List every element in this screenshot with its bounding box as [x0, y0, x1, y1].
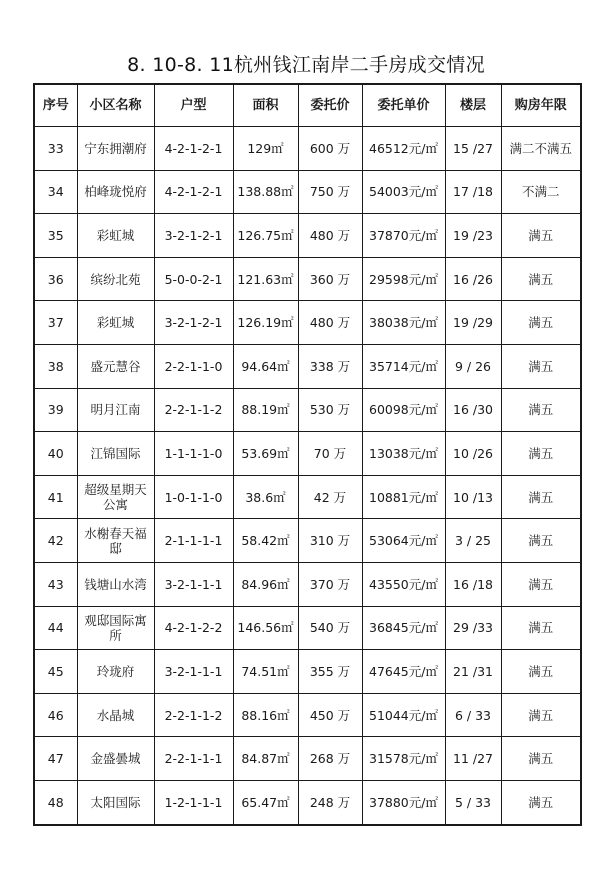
cell-ownership-years: 满五 [501, 737, 581, 781]
cell-area: 129㎡ [233, 127, 298, 171]
cell-area: 53.69㎡ [233, 432, 298, 476]
cell-unit-price: 43550元/㎡ [362, 562, 445, 606]
cell-layout: 2-1-1-1-1 [154, 519, 233, 563]
cell-price: 338 万 [298, 344, 362, 388]
cell-floor: 10 /13 [445, 475, 501, 519]
table-header-row [34, 84, 581, 127]
header-ownership-years: 购房年限 [501, 84, 581, 127]
cell-community: 彩虹城 [77, 214, 154, 258]
cell-index: 47 [34, 737, 77, 781]
cell-layout: 4-2-1-2-1 [154, 127, 233, 171]
cell-community: 明月江南 [77, 388, 154, 432]
cell-community: 缤纷北苑 [77, 257, 154, 301]
header-layout: 户型 [154, 84, 233, 127]
cell-area: 138.88㎡ [233, 170, 298, 214]
cell-area: 84.96㎡ [233, 562, 298, 606]
cell-layout: 4-2-1-2-2 [154, 606, 233, 650]
cell-community: 水晶城 [77, 693, 154, 737]
cell-layout: 2-2-1-1-2 [154, 693, 233, 737]
cell-ownership-years: 满五 [501, 301, 581, 345]
cell-floor: 29 /33 [445, 606, 501, 650]
table-row [34, 693, 581, 737]
cell-unit-price: 13038元/㎡ [362, 432, 445, 476]
cell-area: 65.47㎡ [233, 780, 298, 824]
cell-unit-price: 35714元/㎡ [362, 344, 445, 388]
cell-layout: 1-2-1-1-1 [154, 780, 233, 824]
cell-area: 88.16㎡ [233, 693, 298, 737]
cell-floor: 3 / 25 [445, 519, 501, 563]
cell-index: 39 [34, 388, 77, 432]
cell-community: 观邸国际寓所 [77, 606, 154, 650]
cell-price: 42 万 [298, 475, 362, 519]
cell-index: 46 [34, 693, 77, 737]
cell-ownership-years: 满五 [501, 475, 581, 519]
cell-area: 121.63㎡ [233, 257, 298, 301]
cell-index: 48 [34, 780, 77, 824]
cell-area: 146.56㎡ [233, 606, 298, 650]
cell-community: 玲珑府 [77, 650, 154, 694]
cell-floor: 5 / 33 [445, 780, 501, 824]
cell-ownership-years: 不满二 [501, 170, 581, 214]
cell-unit-price: 29598元/㎡ [362, 257, 445, 301]
cell-price: 355 万 [298, 650, 362, 694]
cell-price: 450 万 [298, 693, 362, 737]
header-unit-price: 委托单价 [362, 84, 445, 127]
cell-floor: 19 /23 [445, 214, 501, 258]
cell-floor: 17 /18 [445, 170, 501, 214]
cell-layout: 3-2-1-2-1 [154, 301, 233, 345]
table-row [34, 519, 581, 563]
table-row [34, 301, 581, 345]
cell-layout: 3-2-1-2-1 [154, 214, 233, 258]
cell-community: 水榭春天福邸 [77, 519, 154, 563]
cell-ownership-years: 满五 [501, 257, 581, 301]
cell-price: 310 万 [298, 519, 362, 563]
cell-price: 248 万 [298, 780, 362, 824]
cell-ownership-years: 满五 [501, 693, 581, 737]
cell-layout: 3-2-1-1-1 [154, 650, 233, 694]
cell-index: 37 [34, 301, 77, 345]
cell-area: 84.87㎡ [233, 737, 298, 781]
cell-index: 33 [34, 127, 77, 171]
cell-index: 36 [34, 257, 77, 301]
cell-layout: 1-0-1-1-0 [154, 475, 233, 519]
cell-unit-price: 10881元/㎡ [362, 475, 445, 519]
header-index: 序号 [34, 84, 77, 127]
cell-unit-price: 31578元/㎡ [362, 737, 445, 781]
table-row [34, 170, 581, 214]
cell-floor: 16 /26 [445, 257, 501, 301]
cell-ownership-years: 满五 [501, 606, 581, 650]
cell-ownership-years: 满五 [501, 432, 581, 476]
cell-unit-price: 46512元/㎡ [362, 127, 445, 171]
cell-layout: 1-1-1-1-0 [154, 432, 233, 476]
cell-layout: 2-2-1-1-0 [154, 344, 233, 388]
cell-ownership-years: 满五 [501, 344, 581, 388]
cell-area: 58.42㎡ [233, 519, 298, 563]
cell-area: 74.51㎡ [233, 650, 298, 694]
cell-price: 268 万 [298, 737, 362, 781]
table-row [34, 257, 581, 301]
cell-floor: 16 /18 [445, 562, 501, 606]
cell-price: 360 万 [298, 257, 362, 301]
cell-ownership-years: 满五 [501, 650, 581, 694]
cell-unit-price: 36845元/㎡ [362, 606, 445, 650]
table-row [34, 606, 581, 650]
cell-community: 超级星期天公寓 [77, 475, 154, 519]
cell-area: 126.19㎡ [233, 301, 298, 345]
cell-unit-price: 51044元/㎡ [362, 693, 445, 737]
cell-index: 42 [34, 519, 77, 563]
cell-price: 370 万 [298, 562, 362, 606]
cell-community: 彩虹城 [77, 301, 154, 345]
cell-unit-price: 37880元/㎡ [362, 780, 445, 824]
cell-layout: 2-2-1-1-2 [154, 388, 233, 432]
cell-index: 43 [34, 562, 77, 606]
cell-index: 40 [34, 432, 77, 476]
cell-layout: 3-2-1-1-1 [154, 562, 233, 606]
cell-ownership-years: 满五 [501, 562, 581, 606]
cell-ownership-years: 满五 [501, 388, 581, 432]
header-price: 委托价 [298, 84, 362, 127]
table-row [34, 562, 581, 606]
cell-index: 38 [34, 344, 77, 388]
table-row [34, 344, 581, 388]
cell-unit-price: 53064元/㎡ [362, 519, 445, 563]
cell-unit-price: 38038元/㎡ [362, 301, 445, 345]
cell-unit-price: 47645元/㎡ [362, 650, 445, 694]
cell-floor: 11 /27 [445, 737, 501, 781]
cell-community: 盛元慧谷 [77, 344, 154, 388]
cell-area: 88.19㎡ [233, 388, 298, 432]
cell-ownership-years: 满二不满五 [501, 127, 581, 171]
cell-community: 金盛曇城 [77, 737, 154, 781]
table-row [34, 432, 581, 476]
cell-unit-price: 60098元/㎡ [362, 388, 445, 432]
table-row [34, 650, 581, 694]
cell-floor: 9 / 26 [445, 344, 501, 388]
cell-area: 94.64㎡ [233, 344, 298, 388]
page-title: 8. 10-8. 11杭州钱江南岸二手房成交情况 [127, 54, 485, 76]
header-floor: 楼层 [445, 84, 501, 127]
cell-price: 750 万 [298, 170, 362, 214]
cell-index: 35 [34, 214, 77, 258]
cell-ownership-years: 满五 [501, 780, 581, 824]
cell-floor: 19 /29 [445, 301, 501, 345]
table-row [34, 737, 581, 781]
cell-price: 600 万 [298, 127, 362, 171]
cell-index: 34 [34, 170, 77, 214]
cell-price: 70 万 [298, 432, 362, 476]
cell-index: 44 [34, 606, 77, 650]
table-row [34, 475, 581, 519]
cell-area: 38.6㎡ [233, 475, 298, 519]
cell-community: 宁东拥潮府 [77, 127, 154, 171]
cell-unit-price: 54003元/㎡ [362, 170, 445, 214]
cell-floor: 10 /26 [445, 432, 501, 476]
cell-price: 480 万 [298, 214, 362, 258]
cell-layout: 5-0-0-2-1 [154, 257, 233, 301]
cell-layout: 2-2-1-1-1 [154, 737, 233, 781]
transactions-table [33, 83, 582, 826]
cell-unit-price: 37870元/㎡ [362, 214, 445, 258]
cell-ownership-years: 满五 [501, 214, 581, 258]
cell-floor: 21 /31 [445, 650, 501, 694]
header-community: 小区名称 [77, 84, 154, 127]
cell-price: 480 万 [298, 301, 362, 345]
cell-index: 41 [34, 475, 77, 519]
cell-community: 钱塘山水湾 [77, 562, 154, 606]
cell-community: 太阳国际 [77, 780, 154, 824]
table-row [34, 127, 581, 171]
cell-community: 江锦国际 [77, 432, 154, 476]
cell-floor: 15 /27 [445, 127, 501, 171]
cell-floor: 16 /30 [445, 388, 501, 432]
cell-area: 126.75㎡ [233, 214, 298, 258]
cell-price: 540 万 [298, 606, 362, 650]
cell-community: 柏峰珑悦府 [77, 170, 154, 214]
table-row [34, 388, 581, 432]
cell-price: 530 万 [298, 388, 362, 432]
cell-ownership-years: 满五 [501, 519, 581, 563]
header-area: 面积 [233, 84, 298, 127]
table-row [34, 214, 581, 258]
cell-floor: 6 / 33 [445, 693, 501, 737]
table-row [34, 780, 581, 824]
cell-index: 45 [34, 650, 77, 694]
cell-layout: 4-2-1-2-1 [154, 170, 233, 214]
